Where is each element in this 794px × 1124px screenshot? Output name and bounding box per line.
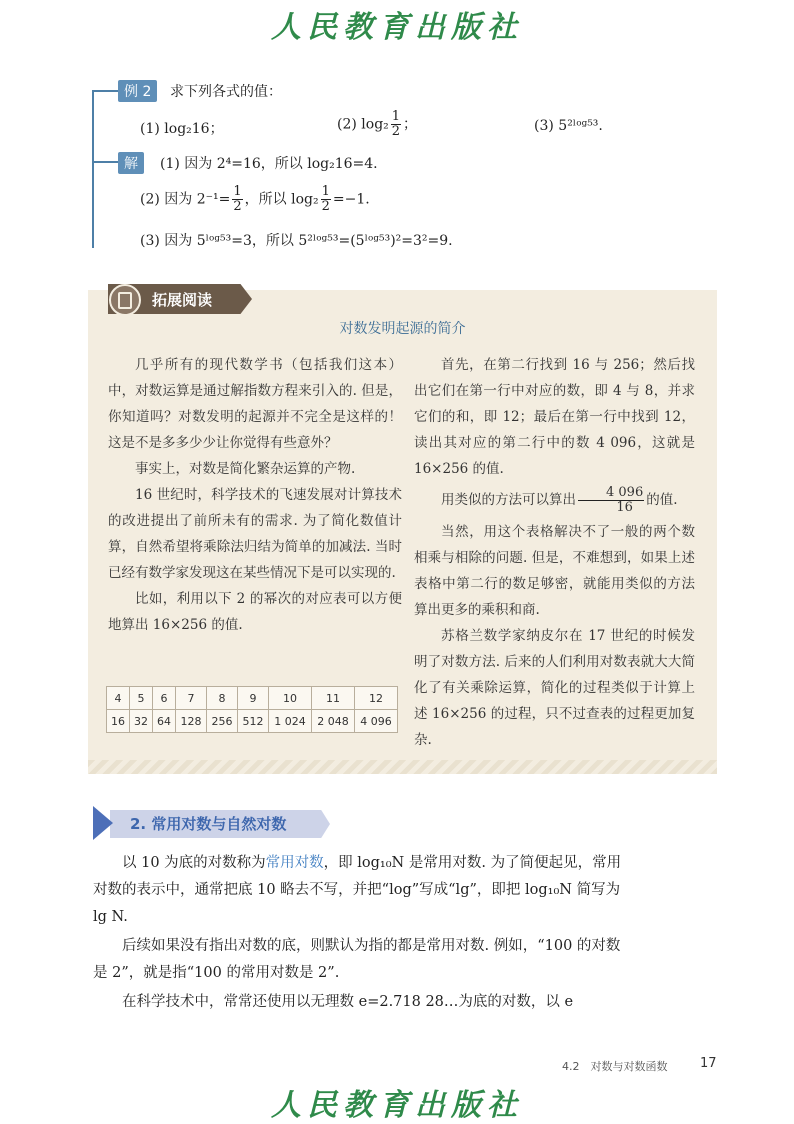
solution-1: (1) 因为 2⁴=16，所以 log₂16=4. xyxy=(160,156,378,172)
section-arrow-icon xyxy=(93,806,113,840)
question-2-prefix: (2) log₂ xyxy=(337,116,389,133)
table-cell: 4 096 xyxy=(355,710,398,733)
table-cell: 9 xyxy=(238,687,269,710)
fraction-denominator: 16 xyxy=(616,500,633,515)
highlight-term: 常用对数 xyxy=(265,855,324,871)
fraction-half-b xyxy=(321,185,331,214)
publisher-logo-bottom: 人民教育出版社 xyxy=(271,1088,523,1123)
table-cell: 128 xyxy=(176,710,207,733)
reading-right-column xyxy=(414,352,695,753)
publisher-logo-top: 人民教育出版社 xyxy=(271,10,523,45)
solution-bracket xyxy=(92,161,120,163)
table-cell: 2 048 xyxy=(312,710,355,733)
table-cell: 6 xyxy=(153,687,176,710)
question-2-suffix: ； xyxy=(403,116,418,133)
reading-paragraph: 首先，在第二行找到 16 与 256；然后找出它们在第一行中对应的数，即 4 与 8，并求它们的和，即 12；最后在第一行中找到 12，读出其对应的第二行中的数 4 096，这就是 16×256 的值. xyxy=(414,357,695,477)
table-cell: 16 xyxy=(107,710,130,733)
table-cell: 1 024 xyxy=(269,710,312,733)
body-paragraph-3: 在科学技术中，常常还使用以无理数 e=2.718 28…为底的对数，以 e xyxy=(122,994,574,1010)
table-cell: 11 xyxy=(312,687,355,710)
fraction-half xyxy=(391,110,401,139)
reading-paragraph: 几乎所有的现代数学书（包括我们这本）中，对数运算是通过解指数方程来引入的. 但是，你知道吗？对数发明的起源并不完全是这样的！这是不是多多少少让你觉得有些意外？ xyxy=(108,357,402,451)
table-cell: 32 xyxy=(130,710,153,733)
power-of-two-table xyxy=(106,686,398,733)
example-prompt: 求下列各式的值： xyxy=(170,84,282,100)
example-bracket-line xyxy=(92,91,94,248)
solution-2-suffix: =−1. xyxy=(332,191,370,208)
reading-paragraph: 苏格兰数学家纳皮尔在 17 世纪的时候发明了对数方法. 后来的人们利用对数表就大大简化了有关乘除运算，简化的过程类似于计算上述 16×256 的过程，只不过查表的过程更加复杂. xyxy=(414,628,695,748)
solution-3: (3) 因为 5ˡᵒᵍ⁵³=3，所以 5²ˡᵒᵍ⁵³=(5ˡᵒᵍ⁵³)²=3²=9. xyxy=(140,233,453,249)
example-badge: 例 2 xyxy=(118,80,157,102)
body-paragraph-2: 后续如果没有指出对数的底，则默认为指的都是常用对数. 例如，“100 的对数是 2”，就是指“100 的常用对数是 2”. xyxy=(93,938,621,981)
fraction-text-suffix: 的值. xyxy=(646,492,678,508)
solution-2-prefix: (2) 因为 2⁻¹= xyxy=(140,191,231,208)
fraction-half-a xyxy=(232,185,242,214)
table-cell: 10 xyxy=(269,687,312,710)
question-1: (1) log₂16； xyxy=(140,121,224,137)
solution-2-middle: ，所以 log₂ xyxy=(244,191,319,208)
table-cell: 4 xyxy=(107,687,130,710)
body-text: 以 10 为底的对数称为 xyxy=(122,855,266,871)
body-paragraph-1 xyxy=(93,850,623,931)
table-cell: 8 xyxy=(207,687,238,710)
page-number: 17 xyxy=(700,1056,717,1071)
reading-title: 对数发明起源的简介 xyxy=(339,321,466,337)
fraction-denominator: 2 xyxy=(391,124,401,139)
table-cell: 256 xyxy=(207,710,238,733)
body-text: ，即 log₁₀N 是常用对数. 为了简便起见，常用对数的表示中，通常把底 10 略去不写，并把“log”写成“lg”，即把 log₁₀N 简写为 lg N. xyxy=(93,855,622,925)
reading-box-border xyxy=(88,760,717,774)
reading-left-column xyxy=(108,352,402,638)
question-2 xyxy=(337,110,417,139)
reading-tab-label: 拓展阅读 xyxy=(152,291,213,309)
table-cell: 64 xyxy=(153,710,176,733)
solution-badge: 解 xyxy=(118,152,144,174)
table-row xyxy=(107,710,398,733)
fraction-denominator-a: 2 xyxy=(233,199,242,214)
table-row xyxy=(107,687,398,710)
table-cell: 5 xyxy=(130,687,153,710)
fraction-numerator: 4 096 xyxy=(578,486,644,501)
example-bracket-top xyxy=(92,90,120,92)
reading-paragraph: 当然，用这个表格解决不了一般的两个数相乘与相除的问题. 但是，不难想到，如果上述表格中第二行的数足够密，就能用类似的方法算出更多的乘积和商. xyxy=(414,524,695,618)
fraction-numerator: 1 xyxy=(391,109,401,124)
reading-paragraph: 比如，利用以下 2 的幂次的对应表可以方便地算出 16×256 的值. xyxy=(108,591,402,633)
fraction-denominator-b: 2 xyxy=(321,199,330,214)
reading-paragraph: 事实上，对数是简化繁杂运算的产物. xyxy=(135,461,356,477)
table-cell: 12 xyxy=(355,687,398,710)
section-title: 2. 常用对数与自然对数 xyxy=(130,815,287,833)
book-icon-inner xyxy=(118,292,132,309)
footer-section-ref: 4.2 对数与对数函数 xyxy=(562,1060,668,1073)
table-cell: 512 xyxy=(238,710,269,733)
fraction-numerator-b: 1 xyxy=(321,184,330,199)
reading-paragraph-fraction xyxy=(414,486,695,515)
table-cell: 7 xyxy=(176,687,207,710)
fraction-4096-16 xyxy=(578,486,644,515)
fraction-numerator-a: 1 xyxy=(233,184,242,199)
reading-paragraph: 16 世纪时，科学技术的飞速发展对计算技术的改进提出了前所未有的需求. 为了简化数值计算，自然希望将乘除法归结为简单的加减法. 当时已经有数学家发现这在某些情况下是可以实现的. xyxy=(108,487,402,581)
fraction-text-prefix: 用类似的方法可以算出 xyxy=(441,492,576,508)
question-3: (3) 5²ˡᵒᵍ⁵³. xyxy=(534,118,603,134)
solution-2 xyxy=(140,185,370,214)
